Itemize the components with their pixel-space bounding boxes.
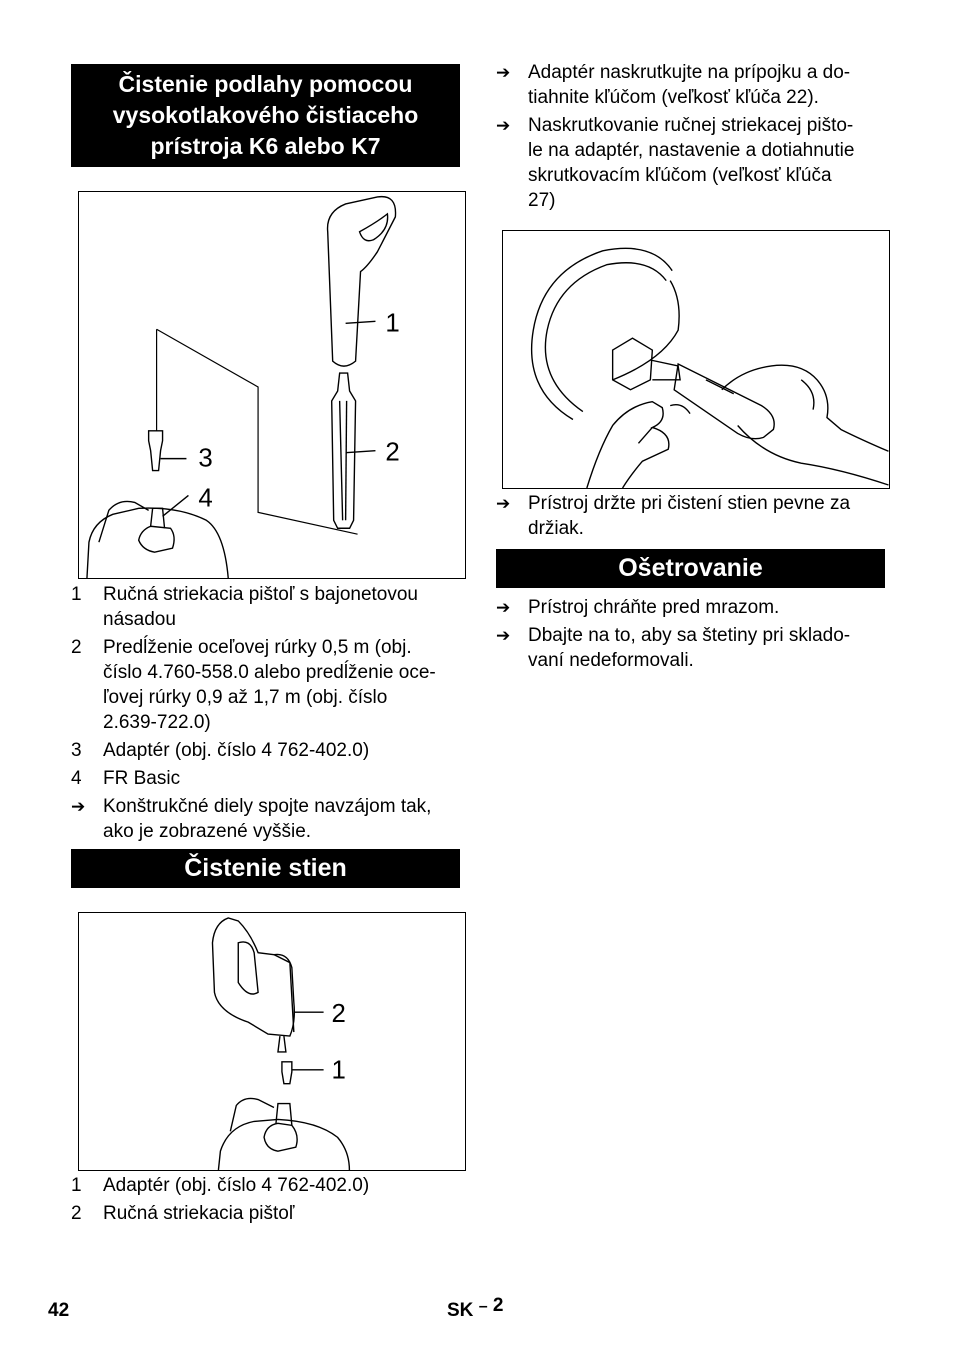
section-heading-maintenance bbox=[496, 549, 885, 588]
legend-line: Ručná striekacia pištoľ s bajonetovou bbox=[103, 584, 418, 605]
legend-line: Predĺženie oceľovej rúrky 0,5 m (obj. bbox=[103, 637, 412, 658]
section-heading-wall-cleaning bbox=[71, 849, 460, 888]
legend-text bbox=[103, 635, 466, 735]
spray-gun-shape bbox=[674, 364, 774, 439]
sub-page-number: 2 bbox=[492, 1295, 504, 1316]
figure-assembly-drawing bbox=[79, 192, 465, 578]
figure-wall-drawing bbox=[79, 913, 465, 1170]
step-line: Konštrukčné diely spojte navzájom tak, bbox=[103, 796, 432, 817]
figure-hands-drawing bbox=[503, 231, 889, 488]
step-line: držiak. bbox=[528, 518, 584, 539]
hand-shape bbox=[722, 365, 889, 451]
heading-text: Čistenie stien bbox=[184, 854, 347, 882]
wall-legend bbox=[71, 1173, 466, 1229]
legend-item bbox=[71, 582, 466, 632]
figure-label: 1 bbox=[385, 309, 400, 338]
legend-text bbox=[103, 738, 466, 763]
spray-gun-shape bbox=[212, 918, 294, 1036]
legend-line: 2.639-722.0) bbox=[103, 712, 211, 733]
figure-hands-assembly bbox=[502, 230, 890, 489]
step-line: Prístroj držte pri čistení stien pevne za bbox=[528, 493, 851, 514]
step-line: le na adaptér, nastavenie a dotiahnutie bbox=[528, 140, 855, 161]
parts-legend bbox=[71, 582, 466, 847]
legend-item bbox=[71, 766, 466, 791]
figure-label: 3 bbox=[198, 444, 213, 473]
figure-label: 2 bbox=[331, 1000, 346, 1029]
page-number: 42 bbox=[48, 1300, 70, 1321]
step-line: Naskrutkovanie ručnej striekacej pišto- bbox=[528, 115, 854, 136]
legend-item bbox=[71, 1201, 466, 1226]
arrow-icon: ➔ bbox=[496, 494, 511, 513]
step-line: vaní nedeformovali. bbox=[528, 650, 694, 671]
arrow-icon: ➔ bbox=[71, 797, 86, 816]
heading-line: Čistenie podlahy pomocou bbox=[118, 71, 413, 97]
legend-text bbox=[103, 766, 466, 791]
heading-line: prístroja K6 alebo K7 bbox=[150, 133, 381, 159]
arrow-icon: ➔ bbox=[496, 63, 511, 82]
hand-shape bbox=[587, 402, 669, 488]
footer-dash: – bbox=[478, 1298, 488, 1315]
legend-line: ľovej rúrky 0,9 až 1,7 m (obj. číslo bbox=[103, 687, 388, 708]
arrow-icon: ➔ bbox=[496, 598, 511, 617]
step-line: 27) bbox=[528, 190, 556, 211]
step-line: skrutkovacím kľúčom (veľkosť kľúča bbox=[528, 165, 832, 186]
legend-number: 1 bbox=[71, 1175, 82, 1196]
legend-text: Ručná striekacia pištoľ bbox=[103, 1203, 295, 1224]
legend-number: 3 bbox=[71, 740, 82, 761]
step-text bbox=[528, 491, 896, 541]
figure-assembly-parts bbox=[78, 191, 466, 579]
instruction-step bbox=[496, 113, 896, 213]
care-steps bbox=[496, 595, 896, 676]
arrow-icon: ➔ bbox=[496, 626, 511, 645]
legend-line: číslo 4.760-558.0 alebo predĺženie oce- bbox=[103, 662, 436, 683]
legend-item bbox=[71, 1173, 466, 1198]
connector-line bbox=[157, 329, 358, 534]
adapter-shape bbox=[282, 1062, 292, 1084]
section-heading-floor-cleaning bbox=[71, 64, 460, 167]
lang-code: SK bbox=[447, 1300, 474, 1321]
legend-number: 2 bbox=[71, 637, 82, 658]
figure-label: 4 bbox=[198, 484, 213, 513]
legend-line: Adaptér (obj. číslo 4 762-402.0) bbox=[103, 740, 370, 761]
fr-basic-shape bbox=[218, 1119, 349, 1170]
step-text bbox=[528, 595, 896, 620]
wall-step-after bbox=[496, 491, 896, 544]
instruction-step bbox=[496, 623, 896, 673]
figure-label: 1 bbox=[331, 1056, 346, 1085]
step-line: Adaptér naskrutkujte na prípojku a do- bbox=[528, 62, 851, 83]
heading-text: Ošetrovanie bbox=[618, 554, 763, 582]
step-text bbox=[528, 113, 896, 213]
figure-label: 2 bbox=[385, 438, 400, 467]
instruction-step bbox=[496, 491, 896, 541]
step-text bbox=[528, 60, 896, 110]
step-line: ako je zobrazené vyššie. bbox=[103, 821, 312, 842]
instruction-step bbox=[71, 794, 466, 844]
adapter-shape bbox=[149, 431, 163, 471]
lance-shape bbox=[332, 373, 356, 528]
spray-gun-shape bbox=[328, 197, 396, 366]
round-head-shape bbox=[532, 248, 673, 419]
legend-number: 1 bbox=[71, 584, 82, 605]
legend-number: 4 bbox=[71, 768, 82, 789]
arrow-icon: ➔ bbox=[496, 116, 511, 135]
instruction-step bbox=[496, 60, 896, 110]
legend-text bbox=[103, 582, 466, 632]
legend-line: násadou bbox=[103, 609, 176, 630]
heading-line: vysokotlakového čistiaceho bbox=[112, 102, 419, 128]
step-text bbox=[103, 794, 466, 844]
step-text bbox=[528, 623, 896, 673]
wall-steps-top bbox=[496, 60, 896, 216]
legend-line: FR Basic bbox=[103, 768, 181, 789]
step-line: Prístroj chráňte pred mrazom. bbox=[528, 597, 780, 618]
legend-text: Adaptér (obj. číslo 4 762-402.0) bbox=[103, 1175, 370, 1196]
figure-wall-assembly bbox=[78, 912, 466, 1171]
legend-item bbox=[71, 738, 466, 763]
fr-basic-shape bbox=[87, 508, 228, 578]
step-line: tiahnite kľúčom (veľkosť kľúča 22). bbox=[528, 87, 819, 108]
legend-item bbox=[71, 635, 466, 735]
footer-language bbox=[447, 1295, 504, 1322]
instruction-step bbox=[496, 595, 896, 620]
step-line: Dbajte na to, aby sa štetiny pri sklado- bbox=[528, 625, 851, 646]
legend-number: 2 bbox=[71, 1203, 82, 1224]
